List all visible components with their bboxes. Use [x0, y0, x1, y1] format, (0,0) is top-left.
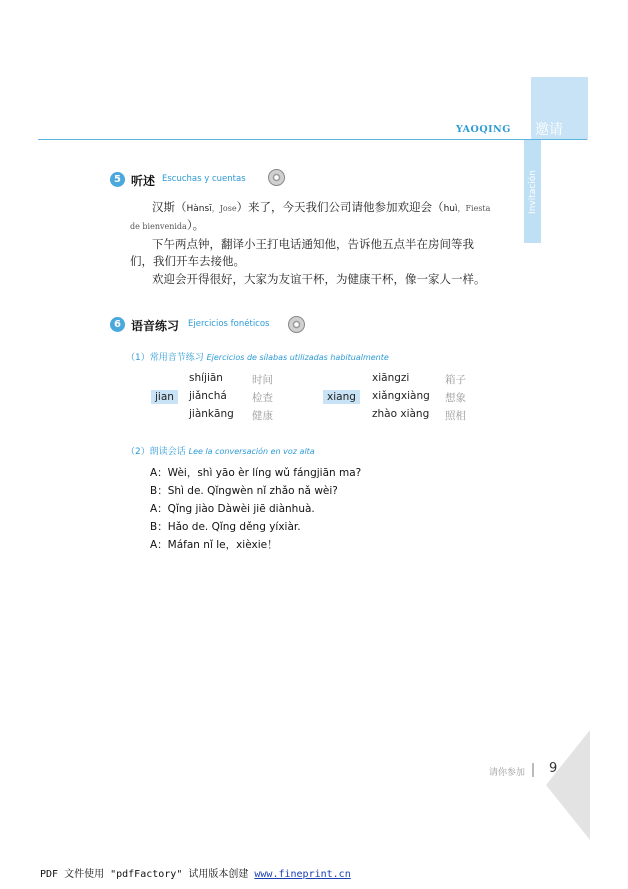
section-6-number: 6 — [110, 317, 125, 332]
syllable-pinyin: jiǎnchá — [189, 390, 227, 402]
paragraph-2-line-1: 下午两点钟，翻译小王打电话通知他，告诉他五点半在房间等我 — [152, 237, 474, 251]
header-rule — [38, 139, 587, 140]
paragraph-3: 欢迎会开得很好，大家为友谊干杯，为健康干杯，像一家人一样。 — [152, 272, 486, 286]
paragraph-1-line-2: de bienvenida）。 — [130, 218, 205, 232]
dialog-line: A：Máfan nǐ le，xièxie！ — [150, 539, 278, 551]
section-5-title: 听述 — [131, 174, 156, 188]
syllable-pinyin: xiāngzi — [372, 372, 410, 384]
syllable-pinyin: zhào xiàng — [372, 408, 430, 420]
dialog-line: B：Shì de. Qǐngwèn nǐ zhǎo nǎ wèi? — [150, 485, 338, 497]
section-5-subtitle: Escuchas y cuentas — [162, 174, 246, 184]
header-title: 邀请 — [535, 122, 563, 138]
subheading-2: （2）朗读会话 Lee la conversación en voz alta — [126, 447, 315, 457]
page-number: 9 — [549, 761, 558, 776]
section-6-subtitle: Ejercicios fonéticos — [188, 319, 270, 329]
section-6-title: 语音练习 — [131, 319, 180, 333]
pdf-watermark: PDF 文件使用 "pdfFactory" 试用版本创建 www.fineprint.cn — [40, 869, 351, 880]
syllable-pinyin: xiǎngxiàng — [372, 390, 430, 402]
side-tab-label: Invitación — [527, 169, 538, 214]
dialog-line: A：Wèi，shì yāo èr líng wǔ fángjiān ma? — [150, 467, 362, 479]
audio-cd-icon[interactable] — [268, 169, 285, 186]
dialog-line: A：Qǐng jiào Dàwèi jiē diànhuà. — [150, 503, 315, 515]
footer-text: 请你参加 — [489, 768, 526, 778]
syllable-pinyin: shíjiān — [189, 372, 223, 384]
syllable-hanzi: 照相 — [445, 410, 466, 422]
dialog-line: B：Hǎo de. Qǐng děng yíxiàr. — [150, 521, 301, 533]
header-pinyin: YAOQING — [456, 124, 511, 135]
paragraph-1-line-1: 汉斯（Hànsī，Jose）来了，今天我们公司请他参加欢迎会（huì，Fiesta — [152, 200, 491, 214]
side-tab-label-wrap — [524, 140, 541, 243]
pdf-watermark-link[interactable]: www.fineprint.cn — [254, 869, 351, 880]
footer-divider — [532, 763, 534, 777]
syllable-base-xiang: xiang — [323, 390, 360, 404]
page-corner-triangle — [546, 730, 590, 840]
syllable-hanzi: 箱子 — [445, 374, 466, 386]
audio-cd-icon[interactable] — [288, 316, 305, 333]
paragraph-2-line-2: 们，我们开车去接他。 — [130, 254, 245, 268]
syllable-pinyin: jiànkāng — [189, 408, 234, 420]
subheading-1: （1）常用音节练习 Ejercicios de sílabas utilizadas habitualmente — [126, 353, 389, 363]
syllable-hanzi: 检查 — [252, 392, 273, 404]
syllable-hanzi: 时间 — [252, 374, 273, 386]
section-5-number: 5 — [110, 172, 125, 187]
syllable-base-jian: jian — [151, 390, 178, 404]
syllable-hanzi: 想象 — [445, 392, 466, 404]
syllable-hanzi: 健康 — [252, 410, 273, 422]
